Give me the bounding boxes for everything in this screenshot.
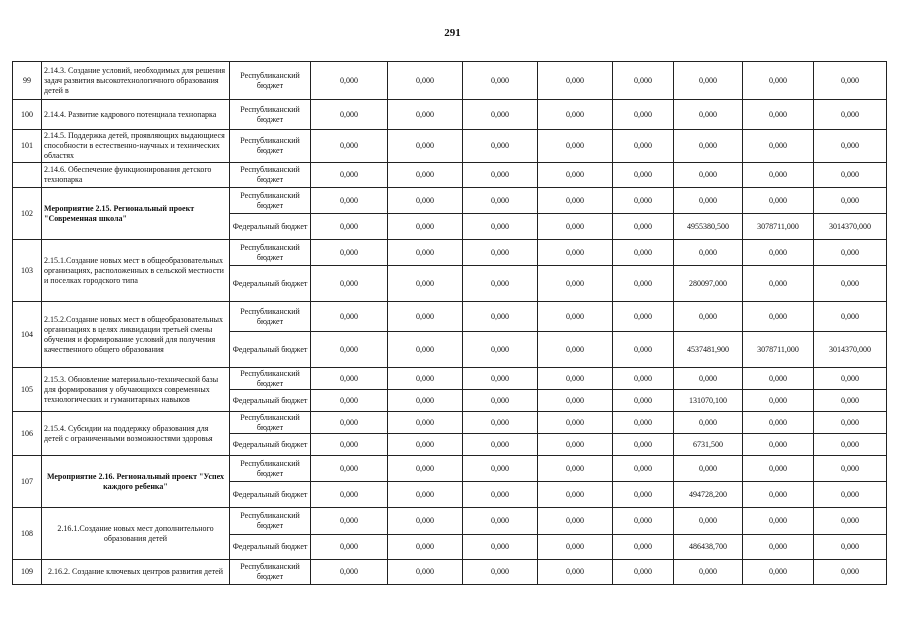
row-number: 109 [13,560,42,585]
amount-cell: 0,000 [613,266,674,302]
amount-cell: 0,000 [743,302,814,332]
amount-cell: 0,000 [388,266,463,302]
funding-source: Федеральный бюджет [230,535,311,560]
measure-name: 2.15.3. Обновление материально-технической базы для формирования у обучающихся современных технологических и гуманитарных навыков [42,368,230,412]
table-row [13,456,887,482]
table-row [13,368,887,390]
amount-cell: 0,000 [814,434,887,456]
amount-cell: 0,000 [814,240,887,266]
table-row [13,100,887,130]
amount-cell: 0,000 [674,163,743,188]
amount-cell: 0,000 [311,482,388,508]
amount-cell: 0,000 [388,214,463,240]
amount-cell: 0,000 [613,302,674,332]
funding-source: Республиканский бюджет [230,188,311,214]
funding-source: Федеральный бюджет [230,482,311,508]
amount-cell: 0,000 [538,214,613,240]
amount-cell: 0,000 [613,240,674,266]
amount-cell: 0,000 [538,434,613,456]
amount-cell: 0,000 [538,62,613,100]
table-row [13,508,887,535]
measure-name: 2.14.6. Обеспечение функционирования детского технопарка [42,163,230,188]
amount-cell: 0,000 [743,482,814,508]
amount-cell: 0,000 [613,368,674,390]
amount-cell: 0,000 [613,508,674,535]
amount-cell: 0,000 [743,434,814,456]
funding-source: Республиканский бюджет [230,508,311,535]
amount-cell: 0,000 [388,368,463,390]
amount-cell: 0,000 [463,368,538,390]
page-number: 291 [444,27,461,39]
amount-cell: 0,000 [388,456,463,482]
amount-cell: 3014370,000 [814,332,887,368]
table-row [13,240,887,266]
amount-cell: 0,000 [463,100,538,130]
amount-cell: 0,000 [311,456,388,482]
amount-cell: 0,000 [311,535,388,560]
amount-cell: 0,000 [388,535,463,560]
measure-name: Мероприятие 2.16. Региональный проект "Успех каждого ребенка" [42,456,230,508]
amount-cell: 4537481,900 [674,332,743,368]
amount-cell: 0,000 [311,62,388,100]
amount-cell: 0,000 [311,130,388,163]
amount-cell: 3078711,000 [743,332,814,368]
amount-cell: 0,000 [311,240,388,266]
table-row [13,62,887,100]
amount-cell: 0,000 [674,302,743,332]
amount-cell: 0,000 [613,163,674,188]
amount-cell: 0,000 [814,62,887,100]
row-number [13,163,42,188]
funding-source: Республиканский бюджет [230,62,311,100]
amount-cell: 131070,100 [674,390,743,412]
amount-cell: 0,000 [613,412,674,434]
measure-name: 2.14.3. Создание условий, необходимых для решения задач развития высокотехнологичного образования детей в [42,62,230,100]
amount-cell: 0,000 [743,368,814,390]
amount-cell: 0,000 [674,130,743,163]
amount-cell: 0,000 [814,266,887,302]
row-number: 104 [13,302,42,368]
funding-source: Республиканский бюджет [230,163,311,188]
amount-cell: 0,000 [814,456,887,482]
amount-cell: 0,000 [743,508,814,535]
amount-cell: 0,000 [463,302,538,332]
amount-cell: 0,000 [311,302,388,332]
funding-source: Республиканский бюджет [230,302,311,332]
amount-cell: 0,000 [311,188,388,214]
table-row [13,163,887,188]
amount-cell: 0,000 [463,214,538,240]
amount-cell: 0,000 [743,62,814,100]
amount-cell: 0,000 [388,188,463,214]
funding-source: Федеральный бюджет [230,332,311,368]
amount-cell: 0,000 [613,332,674,368]
amount-cell: 0,000 [463,62,538,100]
row-number: 105 [13,368,42,412]
amount-cell: 486438,700 [674,535,743,560]
row-number: 103 [13,240,42,302]
amount-cell: 0,000 [463,390,538,412]
amount-cell: 0,000 [743,560,814,585]
amount-cell: 0,000 [613,535,674,560]
amount-cell: 0,000 [388,62,463,100]
amount-cell: 0,000 [674,412,743,434]
amount-cell: 0,000 [743,535,814,560]
row-number: 108 [13,508,42,560]
budget-table [12,61,887,585]
funding-source: Республиканский бюджет [230,100,311,130]
amount-cell: 0,000 [311,412,388,434]
measure-name: 2.15.4. Субсидии на поддержку образования для детей с ограниченными возможностями здоровья [42,412,230,456]
amount-cell: 0,000 [743,390,814,412]
amount-cell: 0,000 [538,130,613,163]
amount-cell: 0,000 [463,456,538,482]
amount-cell: 0,000 [388,560,463,585]
amount-cell: 0,000 [538,508,613,535]
amount-cell: 0,000 [743,100,814,130]
amount-cell: 0,000 [674,508,743,535]
amount-cell: 0,000 [674,368,743,390]
amount-cell: 0,000 [674,456,743,482]
amount-cell: 0,000 [743,240,814,266]
amount-cell: 0,000 [311,560,388,585]
funding-source: Федеральный бюджет [230,266,311,302]
row-number: 106 [13,412,42,456]
table-row [13,302,887,332]
amount-cell: 0,000 [743,130,814,163]
amount-cell: 0,000 [538,560,613,585]
amount-cell: 0,000 [814,482,887,508]
measure-name: 2.16.1.Создание новых мест дополнительного образования детей [42,508,230,560]
funding-source: Республиканский бюджет [230,130,311,163]
amount-cell: 0,000 [463,266,538,302]
amount-cell: 0,000 [538,302,613,332]
amount-cell: 0,000 [463,535,538,560]
amount-cell: 280097,000 [674,266,743,302]
amount-cell: 0,000 [743,163,814,188]
amount-cell: 0,000 [814,163,887,188]
amount-cell: 0,000 [814,508,887,535]
amount-cell: 0,000 [311,163,388,188]
amount-cell: 0,000 [388,390,463,412]
amount-cell: 0,000 [814,390,887,412]
amount-cell: 0,000 [388,482,463,508]
amount-cell: 0,000 [613,482,674,508]
amount-cell: 0,000 [538,368,613,390]
measure-name: 2.14.4. Развитие кадрового потенциала технопарка [42,100,230,130]
amount-cell: 0,000 [538,482,613,508]
amount-cell: 0,000 [538,412,613,434]
measure-name: 2.16.2. Создание ключевых центров развития детей [42,560,230,585]
amount-cell: 0,000 [463,188,538,214]
amount-cell: 0,000 [463,508,538,535]
amount-cell: 0,000 [613,434,674,456]
amount-cell: 0,000 [743,456,814,482]
amount-cell: 0,000 [613,560,674,585]
amount-cell: 3078711,000 [743,214,814,240]
amount-cell: 6731,500 [674,434,743,456]
amount-cell: 0,000 [463,240,538,266]
amount-cell: 0,000 [538,332,613,368]
amount-cell: 0,000 [814,412,887,434]
amount-cell: 0,000 [613,62,674,100]
amount-cell: 0,000 [538,188,613,214]
funding-source: Республиканский бюджет [230,368,311,390]
row-number: 100 [13,100,42,130]
amount-cell: 0,000 [674,560,743,585]
amount-cell: 0,000 [613,188,674,214]
amount-cell: 0,000 [538,266,613,302]
amount-cell: 0,000 [388,412,463,434]
table-row [13,130,887,163]
amount-cell: 0,000 [311,390,388,412]
amount-cell: 0,000 [388,508,463,535]
amount-cell: 494728,200 [674,482,743,508]
amount-cell: 0,000 [463,163,538,188]
amount-cell: 0,000 [814,100,887,130]
amount-cell: 0,000 [388,240,463,266]
row-number: 102 [13,188,42,240]
amount-cell: 0,000 [538,456,613,482]
amount-cell: 0,000 [388,434,463,456]
amount-cell: 0,000 [613,456,674,482]
amount-cell: 0,000 [814,535,887,560]
row-number: 99 [13,62,42,100]
measure-name: 2.15.2.Создание новых мест в общеобразовательных организациях в целях ликвидации третьей смены обучения и формирование условий для получения качественного общего образования [42,302,230,368]
table-row [13,412,887,434]
amount-cell: 0,000 [613,100,674,130]
measure-name: 2.15.1.Создание новых мест в общеобразовательных организациях, расположенных в сельской местности и поселках городского типа [42,240,230,302]
amount-cell: 0,000 [388,332,463,368]
amount-cell: 0,000 [613,130,674,163]
funding-source: Республиканский бюджет [230,240,311,266]
amount-cell: 0,000 [463,434,538,456]
amount-cell: 0,000 [743,188,814,214]
amount-cell: 0,000 [311,266,388,302]
measure-name: 2.14.5. Поддержка детей, проявляющих выдающиеся способности в естественно-научных и технических областях [42,130,230,163]
amount-cell: 0,000 [814,560,887,585]
row-number: 101 [13,130,42,163]
amount-cell: 0,000 [311,508,388,535]
amount-cell: 0,000 [388,100,463,130]
funding-source: Федеральный бюджет [230,434,311,456]
amount-cell: 0,000 [674,240,743,266]
amount-cell: 0,000 [311,100,388,130]
funding-source: Республиканский бюджет [230,456,311,482]
amount-cell: 0,000 [463,332,538,368]
amount-cell: 0,000 [814,302,887,332]
funding-source: Федеральный бюджет [230,214,311,240]
amount-cell: 4955380,500 [674,214,743,240]
funding-source: Республиканский бюджет [230,560,311,585]
amount-cell: 0,000 [538,535,613,560]
amount-cell: 0,000 [311,368,388,390]
amount-cell: 0,000 [613,214,674,240]
amount-cell: 0,000 [463,412,538,434]
amount-cell: 0,000 [388,302,463,332]
amount-cell: 0,000 [538,163,613,188]
funding-source: Федеральный бюджет [230,390,311,412]
amount-cell: 0,000 [814,188,887,214]
amount-cell: 0,000 [311,332,388,368]
amount-cell: 0,000 [674,100,743,130]
amount-cell: 0,000 [814,130,887,163]
amount-cell: 0,000 [538,390,613,412]
amount-cell: 0,000 [388,130,463,163]
amount-cell: 0,000 [674,188,743,214]
amount-cell: 0,000 [743,266,814,302]
amount-cell: 0,000 [463,560,538,585]
amount-cell: 0,000 [311,434,388,456]
amount-cell: 0,000 [538,240,613,266]
amount-cell: 0,000 [463,130,538,163]
amount-cell: 0,000 [814,368,887,390]
amount-cell: 0,000 [743,412,814,434]
funding-source: Республиканский бюджет [230,412,311,434]
measure-name: Мероприятие 2.15. Региональный проект "Современная школа" [42,188,230,240]
amount-cell: 0,000 [388,163,463,188]
amount-cell: 0,000 [463,482,538,508]
row-number: 107 [13,456,42,508]
amount-cell: 0,000 [311,214,388,240]
amount-cell: 0,000 [613,390,674,412]
table-row [13,560,887,585]
table-row [13,188,887,214]
amount-cell: 0,000 [674,62,743,100]
amount-cell: 3014370,000 [814,214,887,240]
amount-cell: 0,000 [538,100,613,130]
